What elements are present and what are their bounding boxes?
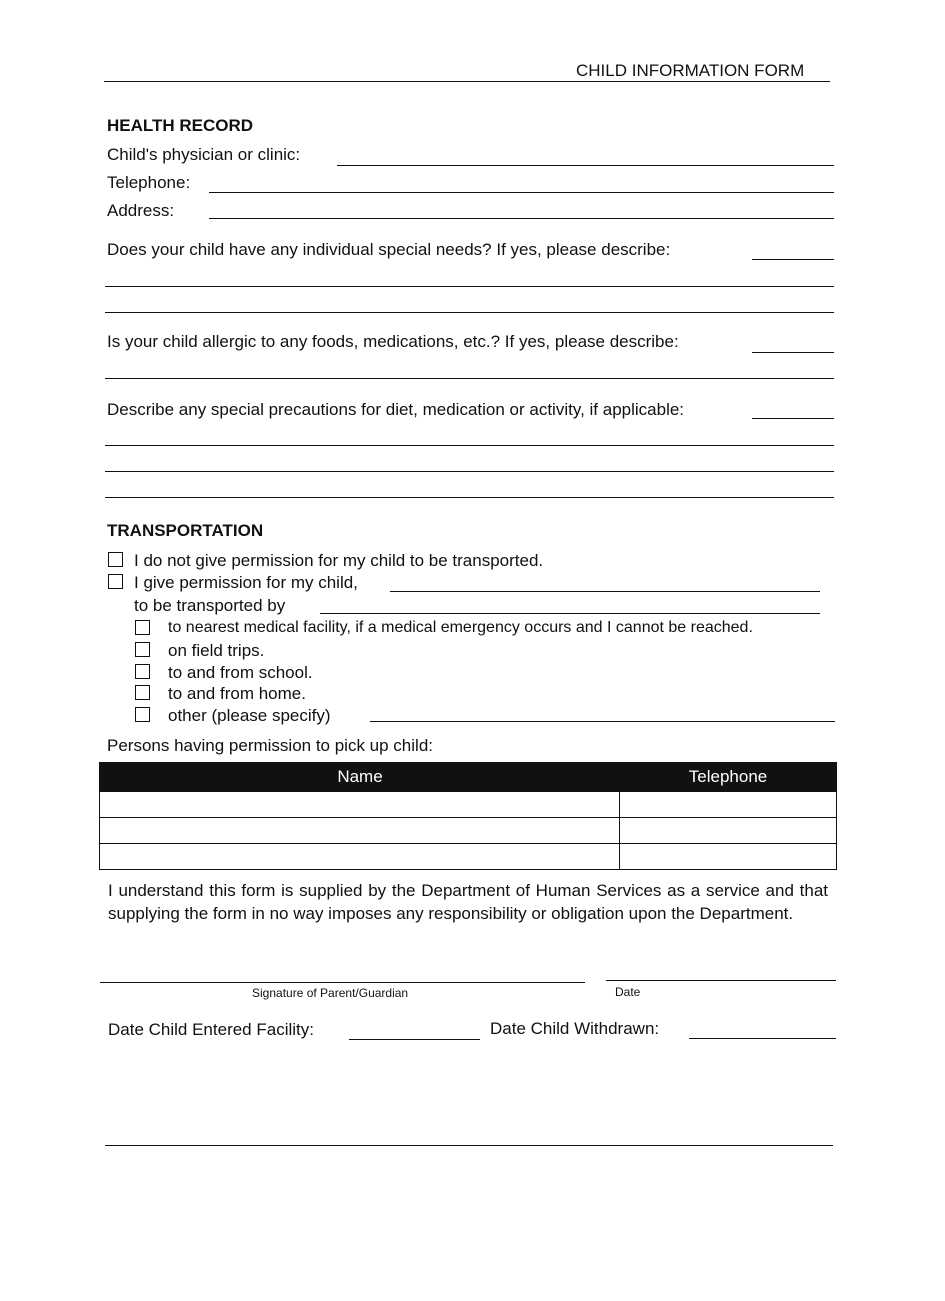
school-label: to and from school. xyxy=(168,663,313,682)
table-row xyxy=(100,817,836,843)
health-record-heading: HEALTH RECORD xyxy=(107,116,254,135)
special-needs-field-3[interactable] xyxy=(105,312,834,313)
precautions-question: Describe any special precautions for diet, medication or activity, if applicable: xyxy=(107,400,685,419)
signature-date-label: Date xyxy=(615,985,641,999)
allergy-field-2[interactable] xyxy=(105,378,834,379)
signature-date-field[interactable] xyxy=(606,980,836,981)
name-column-header: Name xyxy=(337,767,383,786)
physician-label: Child's physician or clinic: xyxy=(107,145,301,164)
special-needs-field-2[interactable] xyxy=(105,286,834,287)
address-label: Address: xyxy=(107,201,175,220)
give-permission-checkbox[interactable] xyxy=(108,574,123,589)
address-field[interactable] xyxy=(209,218,834,219)
table-row xyxy=(100,843,836,869)
school-checkbox[interactable] xyxy=(135,664,150,679)
other-checkbox[interactable] xyxy=(135,707,150,722)
telephone-column-header: Telephone xyxy=(688,767,768,786)
date-withdrawn-label: Date Child Withdrawn: xyxy=(490,1019,660,1038)
table-header xyxy=(100,763,836,791)
medical-facility-label: to nearest medical facility, if a medical emergency occurs and I cannot be reached. xyxy=(168,619,753,636)
precautions-field-1[interactable] xyxy=(752,418,834,419)
pickup-telephone-cell[interactable] xyxy=(620,818,836,843)
field-trips-label: on field trips. xyxy=(168,641,265,660)
header-rule xyxy=(104,81,830,82)
precautions-field-3[interactable] xyxy=(105,471,834,472)
telephone-label: Telephone: xyxy=(107,173,191,192)
date-entered-field[interactable] xyxy=(349,1039,480,1040)
disclaimer-text: I understand this form is supplied by the Department of Human Services as a service and that supplying the form in no way imposes any responsibility or obligation upon the Department. xyxy=(108,881,828,923)
no-permission-label: I do not give permission for my child to be transported. xyxy=(134,551,544,570)
date-entered-label: Date Child Entered Facility: xyxy=(108,1020,314,1039)
precautions-field-2[interactable] xyxy=(105,445,834,446)
allergy-question: Is your child allergic to any foods, medications, etc.? If yes, please describe: xyxy=(107,332,679,351)
other-label: other (please specify) xyxy=(168,706,331,725)
other-specify-field[interactable] xyxy=(370,721,835,722)
child-name-field[interactable] xyxy=(390,591,820,592)
pickup-name-cell[interactable] xyxy=(100,818,620,843)
medical-facility-checkbox[interactable] xyxy=(135,620,150,635)
form-title: CHILD INFORMATION FORM xyxy=(576,61,805,80)
home-checkbox[interactable] xyxy=(135,685,150,700)
transportation-heading: TRANSPORTATION xyxy=(107,521,264,540)
date-withdrawn-field[interactable] xyxy=(689,1038,836,1039)
pickup-table xyxy=(99,762,837,870)
home-label: to and from home. xyxy=(168,684,306,703)
telephone-field[interactable] xyxy=(209,192,834,193)
field-trips-checkbox[interactable] xyxy=(135,642,150,657)
pickup-name-cell[interactable] xyxy=(100,844,620,869)
transported-by-label: to be transported by xyxy=(134,596,286,615)
pickup-label: Persons having permission to pick up child: xyxy=(107,736,433,755)
transported-by-field[interactable] xyxy=(320,613,820,614)
special-needs-question: Does your child have any individual special needs? If yes, please describe: xyxy=(107,240,671,259)
pickup-telephone-cell[interactable] xyxy=(620,844,836,869)
physician-field[interactable] xyxy=(337,165,834,166)
precautions-field-4[interactable] xyxy=(105,497,834,498)
pickup-telephone-cell[interactable] xyxy=(620,792,836,817)
no-permission-checkbox[interactable] xyxy=(108,552,123,567)
signature-field[interactable] xyxy=(100,982,585,983)
signature-label: Signature of Parent/Guardian xyxy=(252,986,409,1000)
table-row xyxy=(100,791,836,817)
special-needs-field-1[interactable] xyxy=(752,259,834,260)
bottom-rule xyxy=(105,1145,833,1146)
pickup-name-cell[interactable] xyxy=(100,792,620,817)
give-permission-label: I give permission for my child, xyxy=(134,573,358,592)
allergy-field-1[interactable] xyxy=(752,352,834,353)
